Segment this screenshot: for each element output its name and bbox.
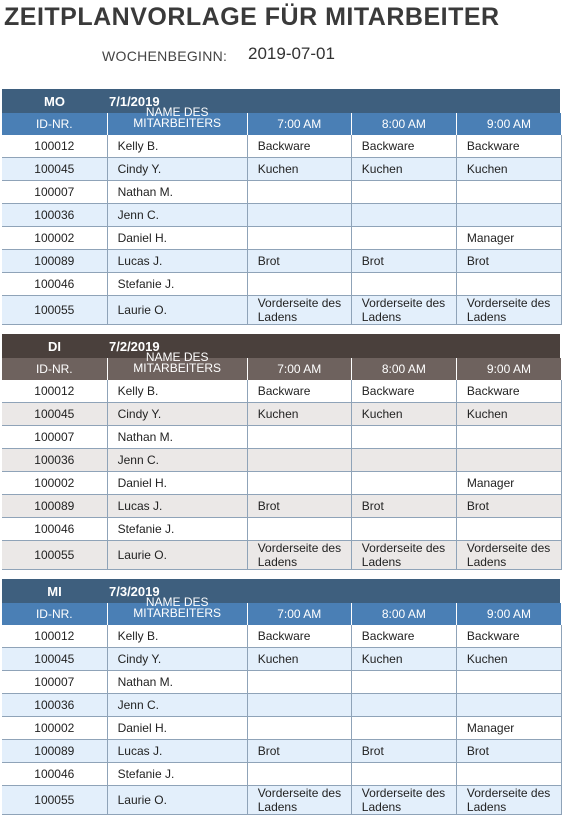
cell-shift-t2[interactable]: Kuchen (351, 158, 456, 181)
table-row (2, 694, 562, 717)
cell-shift-t3[interactable]: Vorderseite des Ladens (456, 541, 561, 570)
cell-shift-t3[interactable]: Brot (456, 495, 561, 518)
cell-shift-t3[interactable] (456, 763, 561, 786)
page-title: ZEITPLANVORLAGE FÜR MITARBEITER (4, 3, 500, 31)
table-row (2, 671, 562, 694)
column-header-t2: 8:00 AM (351, 603, 456, 625)
cell-employee-name[interactable]: Jenn C. (107, 694, 247, 717)
cell-employee-name[interactable]: Jenn C. (107, 204, 247, 227)
table-row (2, 648, 562, 671)
cell-shift-t3[interactable]: Manager (456, 227, 561, 250)
cell-shift-t2[interactable]: Kuchen (351, 648, 456, 671)
schedule-table (2, 595, 562, 815)
cell-id[interactable]: 100012 (2, 135, 107, 158)
cell-shift-t3[interactable] (456, 181, 561, 204)
cell-shift-t2[interactable] (351, 204, 456, 227)
day-abbr: DI (48, 338, 61, 354)
cell-id[interactable]: 100002 (2, 717, 107, 740)
column-header-t1: 7:00 AM (247, 603, 351, 625)
cell-shift-t2[interactable]: Brot (351, 250, 456, 273)
cell-employee-name[interactable]: Stefanie J. (107, 518, 247, 541)
cell-shift-t1[interactable]: Brot (247, 495, 351, 518)
table-row (2, 763, 562, 786)
cell-id[interactable]: 100046 (2, 273, 107, 296)
table-row (2, 135, 562, 158)
column-header-name (107, 105, 247, 135)
week-start-value[interactable]: 2019-07-01 (248, 44, 335, 63)
table-row (2, 449, 562, 472)
cell-id[interactable]: 100036 (2, 449, 107, 472)
schedule-table (2, 350, 562, 570)
table-header-row (2, 113, 562, 135)
cell-shift-t2[interactable] (351, 472, 456, 495)
cell-employee-name[interactable]: Kelly B. (107, 380, 247, 403)
day-header (2, 579, 560, 603)
cell-shift-t1[interactable]: Brot (247, 250, 351, 273)
cell-shift-t3[interactable]: Brot (456, 740, 561, 763)
cell-shift-t1[interactable] (247, 227, 351, 250)
cell-shift-t2[interactable] (351, 227, 456, 250)
day-header (2, 334, 560, 358)
table-row (2, 273, 562, 296)
cell-shift-t2[interactable]: Backware (351, 380, 456, 403)
cell-id[interactable]: 100055 (2, 296, 107, 325)
table-row (2, 250, 562, 273)
cell-employee-name[interactable]: Cindy Y. (107, 403, 247, 426)
cell-employee-name[interactable]: Cindy Y. (107, 158, 247, 181)
column-header-id: ID-NR. (2, 358, 107, 380)
cell-shift-t3[interactable] (456, 449, 561, 472)
cell-shift-t3[interactable] (456, 694, 561, 717)
cell-employee-name[interactable]: Lucas J. (107, 250, 247, 273)
table-header-row (2, 358, 562, 380)
column-header-name (107, 595, 247, 625)
cell-shift-t3[interactable]: Manager (456, 472, 561, 495)
cell-shift-t1[interactable] (247, 518, 351, 541)
cell-shift-t1[interactable] (247, 472, 351, 495)
schedule-table (2, 105, 562, 325)
cell-employee-name[interactable]: Nathan M. (107, 426, 247, 449)
cell-shift-t2[interactable] (351, 181, 456, 204)
cell-shift-t3[interactable] (456, 426, 561, 449)
day-date: 7/1/2019 (109, 93, 160, 109)
cell-shift-t1[interactable]: Kuchen (247, 403, 351, 426)
cell-shift-t2[interactable] (351, 671, 456, 694)
cell-shift-t2[interactable]: Backware (351, 625, 456, 648)
day-section (2, 89, 560, 325)
column-header-label: NAME DES MITARBEITERS (133, 595, 222, 620)
table-row (2, 426, 562, 449)
cell-id[interactable]: 100055 (2, 786, 107, 815)
cell-shift-t1[interactable]: Backware (247, 135, 351, 158)
cell-employee-name[interactable]: Daniel H. (107, 717, 247, 740)
cell-shift-t3[interactable]: Brot (456, 250, 561, 273)
cell-shift-t2[interactable] (351, 449, 456, 472)
cell-shift-t1[interactable] (247, 181, 351, 204)
table-row (2, 380, 562, 403)
cell-id[interactable]: 100007 (2, 426, 107, 449)
cell-employee-name[interactable]: Stefanie J. (107, 273, 247, 296)
cell-shift-t3[interactable] (456, 204, 561, 227)
cell-shift-t3[interactable] (456, 671, 561, 694)
cell-shift-t1[interactable]: Vorderseite des Ladens (247, 541, 351, 570)
table-row (2, 204, 562, 227)
cell-employee-name[interactable]: Daniel H. (107, 227, 247, 250)
cell-employee-name[interactable]: Laurie O. (107, 786, 247, 815)
cell-employee-name[interactable]: Lucas J. (107, 495, 247, 518)
cell-shift-t1[interactable] (247, 763, 351, 786)
cell-shift-t1[interactable] (247, 671, 351, 694)
cell-id[interactable]: 100036 (2, 694, 107, 717)
cell-employee-name[interactable]: Daniel H. (107, 472, 247, 495)
cell-shift-t3[interactable] (456, 518, 561, 541)
table-row (2, 518, 562, 541)
day-section (2, 334, 560, 570)
cell-employee-name[interactable]: Laurie O. (107, 296, 247, 325)
cell-id[interactable]: 100012 (2, 380, 107, 403)
cell-id[interactable]: 100045 (2, 403, 107, 426)
table-header-row (2, 603, 562, 625)
column-header-label: NAME DES MITARBEITERS (133, 350, 222, 375)
cell-shift-t2[interactable] (351, 717, 456, 740)
cell-id[interactable]: 100046 (2, 763, 107, 786)
cell-id[interactable]: 100089 (2, 495, 107, 518)
cell-shift-t2[interactable] (351, 426, 456, 449)
column-header-t3: 9:00 AM (456, 603, 561, 625)
cell-id[interactable]: 100012 (2, 625, 107, 648)
table-row (2, 717, 562, 740)
cell-shift-t3[interactable]: Kuchen (456, 403, 561, 426)
cell-shift-t1[interactable] (247, 449, 351, 472)
cell-shift-t1[interactable]: Vorderseite des Ladens (247, 786, 351, 815)
cell-shift-t3[interactable]: Manager (456, 717, 561, 740)
cell-shift-t2[interactable] (351, 518, 456, 541)
column-header-t1: 7:00 AM (247, 358, 351, 380)
table-row (2, 181, 562, 204)
cell-shift-t1[interactable] (247, 204, 351, 227)
column-header-t1: 7:00 AM (247, 113, 351, 135)
cell-id[interactable]: 100045 (2, 648, 107, 671)
table-row (2, 472, 562, 495)
column-header-id: ID-NR. (2, 113, 107, 135)
cell-shift-t1[interactable]: Kuchen (247, 648, 351, 671)
cell-id[interactable]: 100055 (2, 541, 107, 570)
cell-shift-t1[interactable]: Kuchen (247, 158, 351, 181)
table-row (2, 625, 562, 648)
cell-id[interactable]: 100002 (2, 472, 107, 495)
cell-id[interactable]: 100046 (2, 518, 107, 541)
cell-id[interactable]: 100045 (2, 158, 107, 181)
day-date: 7/2/2019 (109, 338, 160, 354)
table-row (2, 740, 562, 763)
cell-shift-t1[interactable]: Backware (247, 380, 351, 403)
cell-id[interactable]: 100089 (2, 250, 107, 273)
cell-employee-name[interactable]: Jenn C. (107, 449, 247, 472)
column-header-t3: 9:00 AM (456, 113, 561, 135)
cell-employee-name[interactable]: Nathan M. (107, 181, 247, 204)
cell-id[interactable]: 100089 (2, 740, 107, 763)
cell-shift-t2[interactable]: Brot (351, 740, 456, 763)
column-header-t2: 8:00 AM (351, 113, 456, 135)
column-header-t3: 9:00 AM (456, 358, 561, 380)
cell-shift-t1[interactable] (247, 273, 351, 296)
table-row (2, 296, 562, 325)
cell-shift-t2[interactable]: Backware (351, 135, 456, 158)
cell-shift-t3[interactable]: Kuchen (456, 648, 561, 671)
cell-employee-name[interactable]: Kelly B. (107, 135, 247, 158)
day-abbr: MO (44, 93, 65, 109)
cell-shift-t2[interactable]: Vorderseite des Ladens (351, 786, 456, 815)
week-start-label: WOCHENBEGINN: (102, 48, 228, 64)
cell-shift-t2[interactable]: Vorderseite des Ladens (351, 541, 456, 570)
cell-id[interactable]: 100007 (2, 181, 107, 204)
cell-shift-t2[interactable] (351, 694, 456, 717)
cell-shift-t3[interactable] (456, 273, 561, 296)
column-header-label: NAME DES MITARBEITERS (133, 105, 222, 130)
cell-employee-name[interactable]: Cindy Y. (107, 648, 247, 671)
cell-id[interactable]: 100002 (2, 227, 107, 250)
column-header-name (107, 350, 247, 380)
cell-shift-t1[interactable]: Vorderseite des Ladens (247, 296, 351, 325)
cell-id[interactable]: 100036 (2, 204, 107, 227)
cell-employee-name[interactable]: Stefanie J. (107, 763, 247, 786)
day-section (2, 579, 560, 815)
table-row (2, 495, 562, 518)
cell-shift-t3[interactable]: Backware (456, 380, 561, 403)
cell-shift-t1[interactable] (247, 717, 351, 740)
cell-shift-t1[interactable] (247, 426, 351, 449)
cell-id[interactable]: 100007 (2, 671, 107, 694)
cell-shift-t1[interactable]: Brot (247, 740, 351, 763)
table-row (2, 227, 562, 250)
cell-shift-t2[interactable]: Kuchen (351, 403, 456, 426)
cell-shift-t3[interactable]: Backware (456, 625, 561, 648)
cell-shift-t3[interactable]: Vorderseite des Ladens (456, 786, 561, 815)
cell-employee-name[interactable]: Nathan M. (107, 671, 247, 694)
table-row (2, 786, 562, 815)
cell-shift-t2[interactable] (351, 763, 456, 786)
cell-shift-t3[interactable]: Vorderseite des Ladens (456, 296, 561, 325)
cell-employee-name[interactable]: Lucas J. (107, 740, 247, 763)
column-header-id: ID-NR. (2, 603, 107, 625)
cell-shift-t1[interactable]: Backware (247, 625, 351, 648)
table-row (2, 158, 562, 181)
table-row (2, 541, 562, 570)
day-header (2, 89, 560, 113)
cell-employee-name[interactable]: Laurie O. (107, 541, 247, 570)
cell-shift-t1[interactable] (247, 694, 351, 717)
cell-shift-t2[interactable]: Brot (351, 495, 456, 518)
cell-employee-name[interactable]: Kelly B. (107, 625, 247, 648)
day-abbr: MI (47, 583, 62, 599)
cell-shift-t3[interactable]: Backware (456, 135, 561, 158)
cell-shift-t2[interactable] (351, 273, 456, 296)
day-date: 7/3/2019 (109, 583, 160, 599)
column-header-t2: 8:00 AM (351, 358, 456, 380)
table-row (2, 403, 562, 426)
cell-shift-t3[interactable]: Kuchen (456, 158, 561, 181)
cell-shift-t2[interactable]: Vorderseite des Ladens (351, 296, 456, 325)
